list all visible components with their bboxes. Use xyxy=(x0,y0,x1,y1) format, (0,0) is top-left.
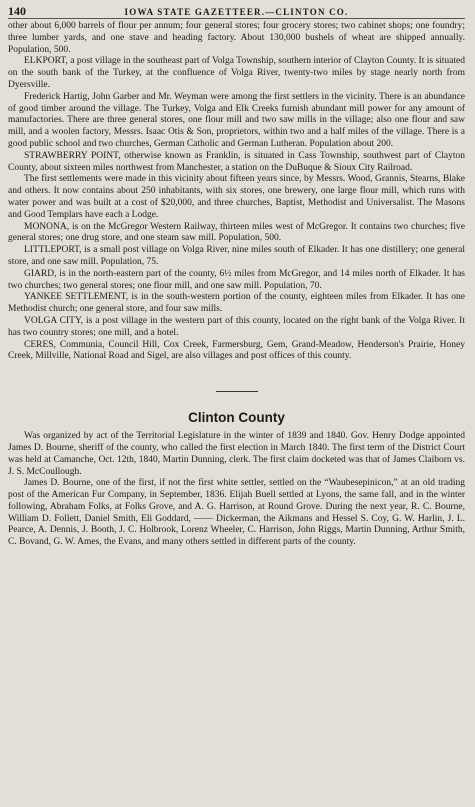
section-title: Clinton County xyxy=(188,410,285,426)
page-header xyxy=(8,4,465,19)
paragraph-clinton-settlers: James D. Bourne, one of the first, if not the first white settler, settled on the “Waubesepinicon,” at an old trading post of the American Fur Company, in September, 1836. Elijah Buell settled at Lyons, the same fall, and in the winter following, Abraham Folks, at Folks Grove, and A. G. Harrison, at Round Grove. During the next year, R. C. Bourne, William D. Follett, Daniel Smith, Eli Goddard, —— Dickerman, the Aikmans and Hessel S. Coy, G. W. Harlin, J. L. Pearce, A. Dennis, J. Booth, J. C. Holbrook, Lorenz Wheeler, C. Harrison, John Riggs, Martin Dunning, Arthur Smith, C. Bovand, G. W. Ames, the Evans, and many others settled in different parts of the county. xyxy=(8,478,465,548)
running-head: IOWA STATE GAZETTEER.—CLINTON CO. xyxy=(124,7,349,17)
section-divider xyxy=(216,391,258,392)
paragraph-strawberry-point: STRAWBERRY POINT, otherwise known as Franklin, is situated in Cass Township, southwest part of Clayton County, about sixteen miles northwest from Manchester, a station on the DuBuque & Sioux City Railroad. xyxy=(8,150,465,173)
paragraph-giard: GIARD, is in the north-eastern part of the county, 6½ miles from McGregor, and 14 miles north of Elkader. It has two churches; two general stores; one flour mill, and one saw mill. Population, 70. xyxy=(8,268,465,291)
paragraph-continued: other about 6,000 barrels of flour per annum; four general stores; four grocery stores; two cabinet shops; one foundry; three lumber yards, and one stave and heading factory. About 130,000 bushels of wheat are shipped annually. Population, 500. xyxy=(8,21,465,55)
paragraph-strawberry-settlements: The first settlements were made in this vicinity about fifteen years since, by Messrs. Wood, Grannis, Stearns, Blake and others. It now contains about 250 inhabitants, with six stores, one brewery, one large flour mill, which runs with water power and was built at a cost of $20,000, and three churches, Baptist, Methodist and Universalist. The Masons and Good Templars have each a Lodge. xyxy=(8,174,465,220)
paragraph-yankee-settlement: YANKEE SETTLEMENT, is in the south-western portion of the county, eighteen miles from Elkader. It has one Methodist church; one general store, and four saw mills. xyxy=(8,292,465,315)
paragraph-volga-city: VOLGA CITY, is a post village in the western part of this county, located on the right bank of the Volga River. It has two country stores; one mill, and a hotel. xyxy=(8,315,465,338)
paragraph-ceres: CERES, Communia, Council Hill, Cox Creek, Farmersburg, Gem, Grand-Meadow, Henderson's Prairie, Honey Creek, Millville, National Road and Sigel, are also villages and post offices of this county. xyxy=(8,339,465,362)
paragraph-elkport: ELKPORT, a post village in the southeast part of Volga Township, southern interior of Clayton County. It is situated on the south bank of the Turkey, at the confluence of Volga River, twenty-two miles by stage nearly north from Dyersville. xyxy=(8,56,465,90)
paragraph-elkport-settlers: Frederick Hartig, John Garber and Mr. Weyman were among the first settlers in the vicinity. There is an abundance of good timber around the village. The Turkey, Volga and Elk Creeks furnish abundant mill power for any amount of manufactories. There are three general stores, one flour mill and two saw mills in the village; also one flour and saw mill, and a woolen factory, Messrs. Isaac Otis & Son, proprietors, within two and a half miles of the village. There is a good public school and two churches, German Catholic and German Lutheran. Population about 200. xyxy=(8,91,465,149)
paragraph-monona: MONONA, is on the McGregor Western Railway, thirteen miles west of McGregor. It contains two churches; five general stores; one drug store, and one steam saw mill. Population, 500. xyxy=(8,221,465,244)
page-number: 140 xyxy=(8,4,26,18)
paragraph-clinton-organized: Was organized by act of the Territorial Legislature in the winter of 1839 and 1840. Gov. Henry Dodge appointed James D. Bourne, sheriff of the county, who called the first election in March 1840. The first term of the District Court was held at Camanche, Oct. 12th, 1840, Martin Dunning, clerk. The first claim docketed was that of James Claiborn vs. J. S. McCoullough. xyxy=(8,431,465,477)
paragraph-littleport: LITTLEPORT, is a small post village on Volga River, nine miles south of Elkader. It has one distillery; one general store, and one saw mill. Population, 75. xyxy=(8,245,465,267)
